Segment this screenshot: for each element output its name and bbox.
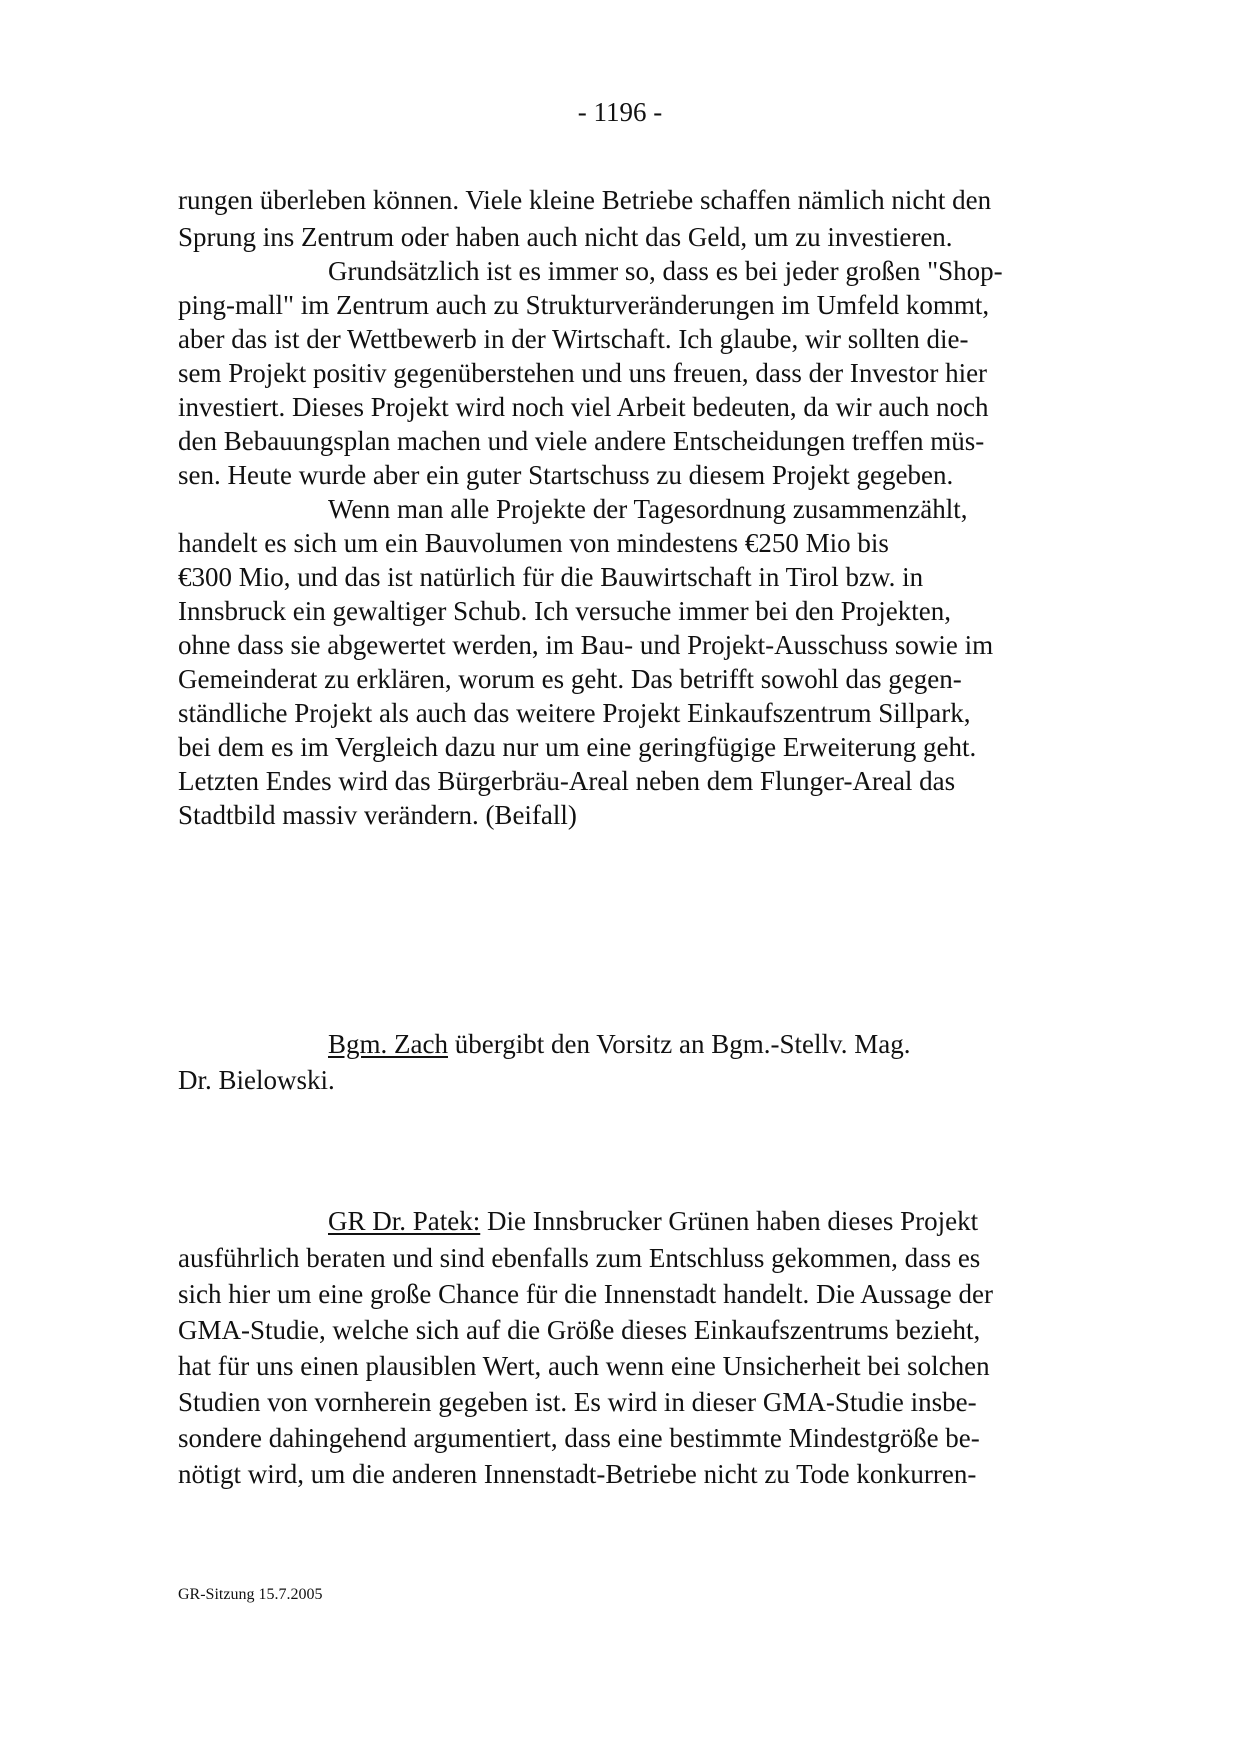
page-number: - 1196 - [577,97,663,127]
speech-line: ausführlich beraten und sind ebenfalls zum Entschluss gekommen, dass es [178,1243,981,1273]
text-line: Gemeinderat zu erklären, worum es geht. Das betrifft sowohl das gegen- [178,664,962,694]
text-line: sem Projekt positiv gegenüberstehen und uns freuen, dass der Investor hier [178,358,988,388]
text-line: bei dem es im Vergleich dazu nur um eine geringfügige Erweiterung geht. [178,732,977,762]
speech-text: Die Innsbrucker Grünen haben dieses Projekt [480,1206,979,1236]
chair-note-line [328,1026,910,1063]
text-line: €300 Mio, und das ist natürlich für die Bauwirtschaft in Tirol bzw. in [178,562,924,592]
speech-line: sich hier um eine große Chance für die Innenstadt handelt. Die Aussage der [178,1279,993,1309]
text-line: aber das ist der Wettbewerb in der Wirtschaft. Ich glaube, wir sollten die- [178,324,969,354]
text-line: Letzten Endes wird das Bürgerbräu-Areal neben dem Flunger-Areal das [178,766,956,796]
text-line: Grundsätzlich ist es immer so, dass es bei jeder großen "Shop- [328,256,1003,286]
text-line: handelt es sich um ein Bauvolumen von mindestens €250 Mio bis [178,528,889,558]
text-line: rungen überleben können. Viele kleine Betriebe schaffen nämlich nicht den [178,185,992,215]
speech-line: hat für uns einen plausiblen Wert, auch wenn eine Unsicherheit bei solchen [178,1351,990,1381]
speech-line [328,1203,978,1240]
text-line: Stadtbild massiv verändern. (Beifall) [178,800,577,830]
text-line: Sprung ins Zentrum oder haben auch nicht das Geld, um zu investieren. [178,222,953,252]
text-line: den Bebauungsplan machen und viele andere Entscheidungen treffen müs- [178,426,985,456]
text-line: ohne dass sie abgewertet werden, im Bau- und Projekt-Ausschuss sowie im [178,630,994,660]
chair-note-line: Dr. Bielowski. [178,1065,335,1095]
text-line: sen. Heute wurde aber ein guter Startschuss zu diesem Projekt gegeben. [178,460,954,490]
speech-line: Studien von vornherein gegeben ist. Es wird in dieser GMA-Studie insbe- [178,1387,977,1417]
footer: GR-Sitzung 15.7.2005 [178,1586,323,1603]
text-line: ständliche Projekt als auch das weitere Projekt Einkaufszentrum Sillpark, [178,698,971,728]
text-line: Wenn man alle Projekte der Tagesordnung zusammenzählt, [328,494,968,524]
chair-note-text: übergibt den Vorsitz an Bgm.-Stellv. Mag. [447,1029,911,1059]
speaker-name: GR Dr. Patek: [328,1206,481,1236]
speech-line: GMA-Studie, welche sich auf die Größe dieses Einkaufszentrums bezieht, [178,1315,981,1345]
speech-line: nötigt wird, um die anderen Innenstadt-Betriebe nicht zu Tode konkurren- [178,1459,977,1489]
text-line: investiert. Dieses Projekt wird noch viel Arbeit bedeuten, da wir auch noch [178,392,989,422]
text-line: ping-mall" im Zentrum auch zu Strukturveränderungen im Umfeld kommt, [178,290,990,320]
speaker-name: Bgm. Zach [328,1029,448,1059]
speech-line: sondere dahingehend argumentiert, dass eine bestimmte Mindestgröße be- [178,1423,980,1453]
text-line: Innsbruck ein gewaltiger Schub. Ich versuche immer bei den Projekten, [178,596,952,626]
